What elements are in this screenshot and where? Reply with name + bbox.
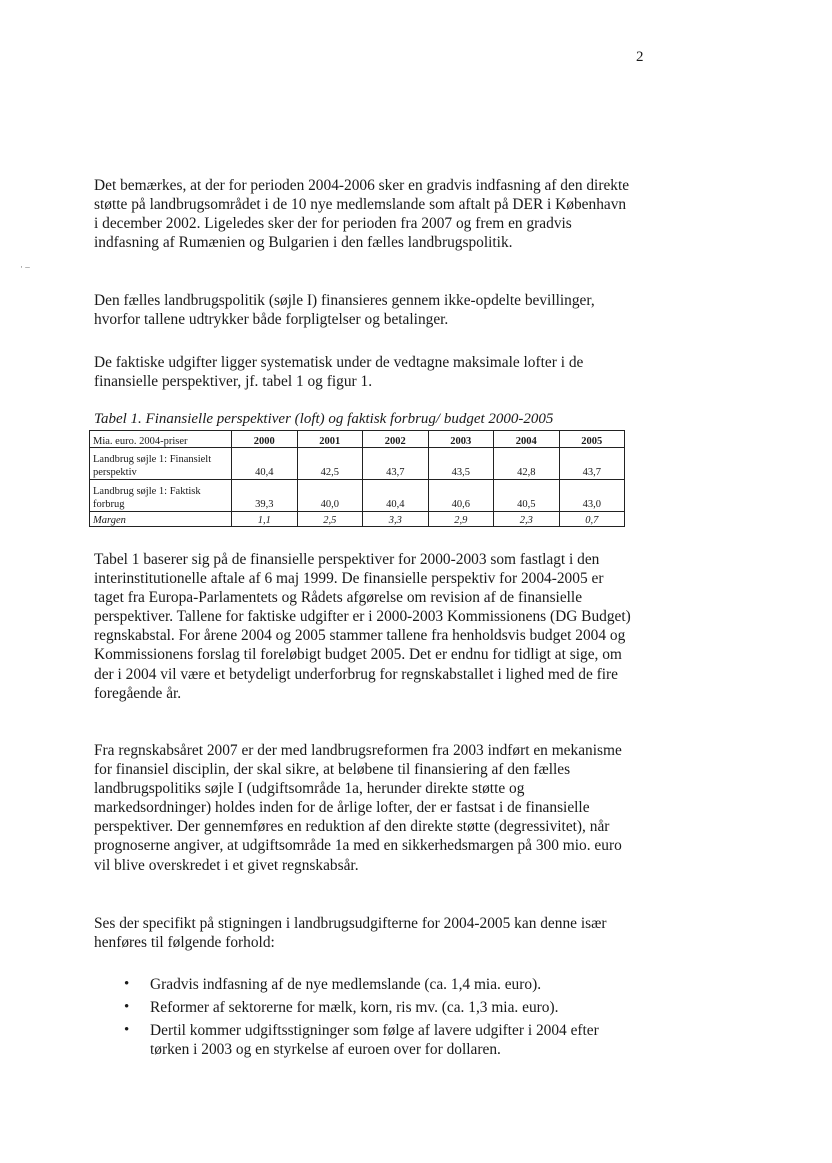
table-cell: 0,7 (559, 512, 625, 527)
table-row (90, 512, 625, 527)
table-year-header: 2004 (494, 431, 560, 448)
table-cell: 43,5 (428, 448, 494, 480)
paragraph-financing: Den fælles landbrugspolitik (søjle I) finansieres gennem ikke-opdelte bevillinger, hvorfor tallene udtrykker både forpligtelser og betalinger. (94, 292, 595, 329)
table-row (90, 480, 625, 512)
table-cell: 40,4 (232, 448, 298, 480)
paragraph-phase-in: Det bemærkes, at der for perioden 2004-2006 sker en gradvis indfasning af den direkte støtte på landbrugsområdet i de 10 nye medlemslande som aftalt på DER i København i december 2002. Ligeledes sker der for perioden fra 2007 og frem en gradvis indfasning af Rumænien og Bulgarien i den fælles landbrugspolitik. (94, 177, 630, 252)
table-unit-label: Mia. euro. 2004-priser (90, 431, 232, 448)
list-item (94, 1021, 634, 1059)
table-year-header: 2000 (232, 431, 298, 448)
table-cell: 39,3 (232, 480, 298, 512)
paragraph-table-sources: Tabel 1 baserer sig på de finansielle perspektiver for 2000-2003 som fastlagt i den interinstitutionelle aftale af 6 maj 1999. De finansielle perspektiv for 2004-2005 er taget fra Europa-Parlamentets og Rådets afgørelse om revision af de finansielle perspektiver. Tallene for faktiske udgifter er i 2000-2003 Kommissionens (DG Budget) regnskabstal. For årene 2004 og 2005 stammer tallene fra henholdsvis budget 2004 og Kommissionens forslag til foreløbigt budget 2005. Det er endnu for tidligt at sige, om der i 2004 vil være et betydeligt underforbrug for regnskabstallet i lighed med de fire foregående år. (94, 551, 631, 702)
table-year-header: 2002 (363, 431, 429, 448)
bullet-icon: • (124, 1022, 130, 1039)
table-cell: 2,3 (494, 512, 560, 527)
table-cell: 2,9 (428, 512, 494, 527)
table-cell: 40,6 (428, 480, 494, 512)
table-cell: 42,5 (297, 448, 363, 480)
table-year-header: 2001 (297, 431, 363, 448)
list-item-text: Dertil kommer udgiftsstigninger som følge af lavere udgifter i 2004 efter tørken i 2003 og en styrkelse af euroen over for dollaren. (150, 1022, 599, 1059)
table-row-label: Margen (90, 512, 232, 527)
list-item (94, 998, 634, 1017)
list-item (94, 975, 634, 994)
table-cell: 40,5 (494, 480, 560, 512)
table-cell: 43,7 (363, 448, 429, 480)
table-cell: 2,5 (297, 512, 363, 527)
table-header-row (90, 431, 625, 448)
table-caption: Tabel 1. Finansielle perspektiver (loft) og faktisk forbrug/ budget 2000-2005 (94, 411, 554, 427)
bullet-icon: • (124, 999, 130, 1016)
table-row-label: Landbrug søjle 1: Finansielt perspektiv (90, 448, 232, 480)
table-cell: 40,0 (297, 480, 363, 512)
table-cell: 43,0 (559, 480, 625, 512)
table-cell: 1,1 (232, 512, 298, 527)
paragraph-increase-intro: Ses der specifikt på stigningen i landbrugsudgifterne for 2004-2005 kan denne især henføres til følgende forhold: (94, 915, 607, 952)
table-cell: 42,8 (494, 448, 560, 480)
scan-mark: · – (20, 262, 30, 272)
paragraph-financial-discipline: Fra regnskabsåret 2007 er der med landbrugsreformen fra 2003 indført en mekanisme for finansiel disciplin, der skal sikre, at beløbene til finansiering af den fælles landbrugspolitiks søjle I (udgiftsområde 1a, herunder direkte støtte og markedsordninger) holdes inden for de årlige lofter, der er fastsat i de finansielle perspektiver. Der gennemføres en reduktion af den direkte støtte (degressivitet), når prognoserne angiver, at udgiftsområde 1a med en sikkerhedsmargen på 300 mio. euro vil blive overskredet i et givet regnskabsår. (94, 742, 622, 874)
table-row (90, 448, 625, 480)
increase-factors-list (94, 975, 634, 1063)
table-year-header: 2005 (559, 431, 625, 448)
table-cell: 40,4 (363, 480, 429, 512)
table-year-header: 2003 (428, 431, 494, 448)
table-row-label: Landbrug søjle 1: Faktisk forbrug (90, 480, 232, 512)
bullet-icon: • (124, 976, 130, 992)
page-number: 2 (636, 49, 644, 65)
list-item-text: Gradvis indfasning af de nye medlemslande (ca. 1,4 mia. euro). (150, 976, 542, 993)
list-item-text: Reformer af sektorerne for mælk, korn, ris mv. (ca. 1,3 mia. euro). (150, 999, 559, 1017)
financial-perspectives-table (89, 430, 625, 527)
paragraph-actual-expenses: De faktiske udgifter ligger systematisk under de vedtagne maksimale lofter i de finansielle perspektiver, jf. tabel 1 og figur 1. (94, 354, 584, 391)
table-cell: 43,7 (559, 448, 625, 480)
table-cell: 3,3 (363, 512, 429, 527)
